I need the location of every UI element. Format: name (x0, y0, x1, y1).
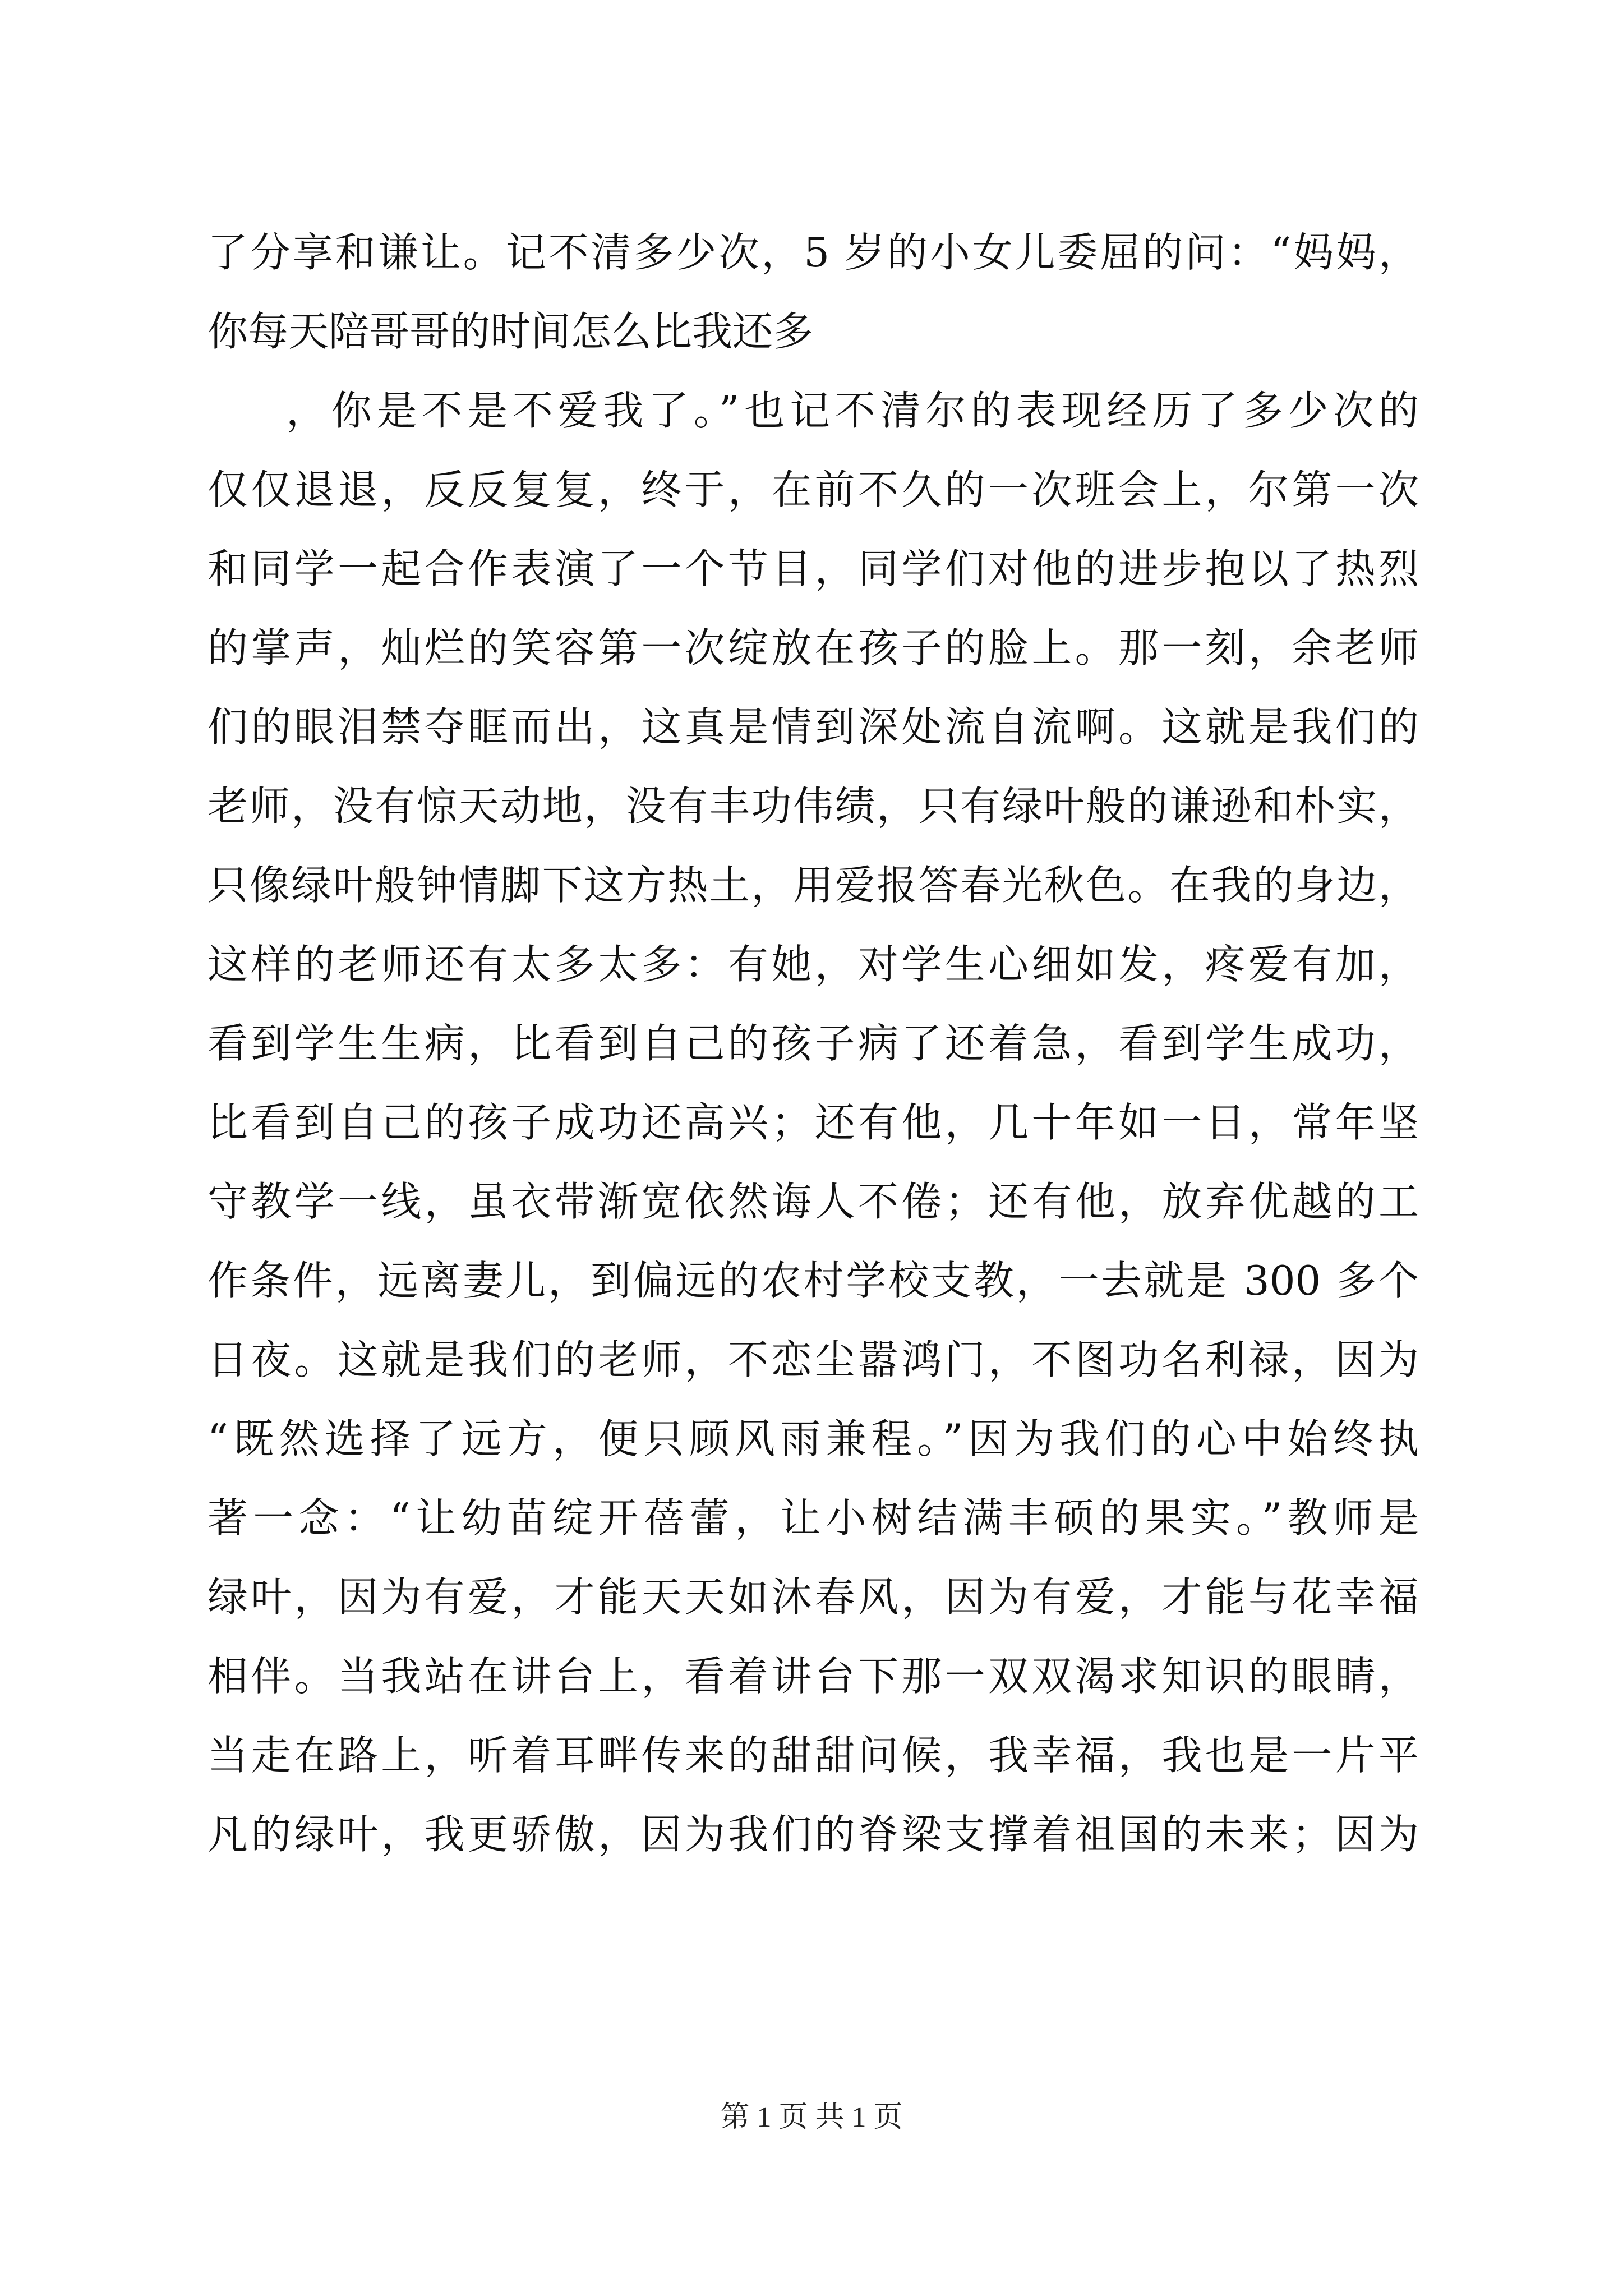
page-footer (0, 2098, 1623, 2137)
text-line-4: 仅仅退退，反反复复，终于，在前不久的一次班会上，尔第一次 (208, 466, 1419, 513)
text-line-10: 这样的老师还有太多太多：有她，对学生心细如发，疼爱有加， (208, 941, 1419, 988)
text-line-2: 你每天陪哥哥的时间怎么比我还多 (208, 308, 814, 355)
text-line-20: 当走在路上，听着耳畔传来的甜甜问候，我幸福，我也是一片平 (208, 1732, 1419, 1779)
text-line-1: 了分享和谦让。记不清多少次，5 岁的小女儿委屈的问：“妈妈， (208, 229, 1419, 276)
text-line-11: 看到学生生病，比看到自己的孩子病了还着急，看到学生成功， (208, 1020, 1419, 1067)
text-line-12: 比看到自己的孩子成功还高兴；还有他，几十年如一日，常年坚 (208, 1099, 1419, 1146)
text-line-3: ，你是不是不爱我了。”也记不清尔的表现经历了多少次的 (286, 387, 1419, 434)
text-line-14: 作条件，远离妻儿，到偏远的农村学校支教，一去就是 300 多个 (208, 1257, 1419, 1304)
text-line-21: 凡的绿叶，我更骄傲，因为我们的脊梁支撑着祖国的未来；因为 (208, 1811, 1419, 1858)
text-line-17: 著一念：“让幼苗绽开蓓蕾，让小树结满丰硕的果实。”教师是 (208, 1494, 1419, 1542)
text-line-19: 相伴。当我站在讲台上，看着讲台下那一双双渴求知识的眼睛， (208, 1653, 1419, 1700)
text-line-8: 老师，没有惊天动地，没有丰功伟绩，只有绿叶般的谦逊和朴实， (208, 783, 1419, 830)
page-number-label: 第 1 页 共 1 页 (720, 2101, 903, 2133)
body-text (208, 213, 1419, 1874)
text-line-9: 只像绿叶般钟情脚下这方热土，用爱报答春光秋色。在我的身边， (208, 862, 1419, 909)
text-line-16: “既然选择了远方，便只顾风雨兼程。”因为我们的心中始终执 (208, 1415, 1419, 1462)
text-line-6: 的掌声，灿烂的笑容第一次绽放在孩子的脸上。那一刻，余老师 (208, 624, 1419, 671)
text-line-15: 日夜。这就是我们的老师，不恋尘嚣鸿门，不图功名利禄，因为 (208, 1336, 1419, 1383)
text-line-18: 绿叶，因为有爱，才能天天如沐春风，因为有爱，才能与花幸福 (208, 1573, 1419, 1621)
text-line-7: 们的眼泪禁夺眶而出，这真是情到深处流自流啊。这就是我们的 (208, 703, 1419, 751)
text-line-13: 守教学一线，虽衣带渐宽依然诲人不倦；还有他，放弃优越的工 (208, 1178, 1419, 1225)
text-line-5: 和同学一起合作表演了一个节目，同学们对他的进步抱以了热烈 (208, 545, 1419, 592)
